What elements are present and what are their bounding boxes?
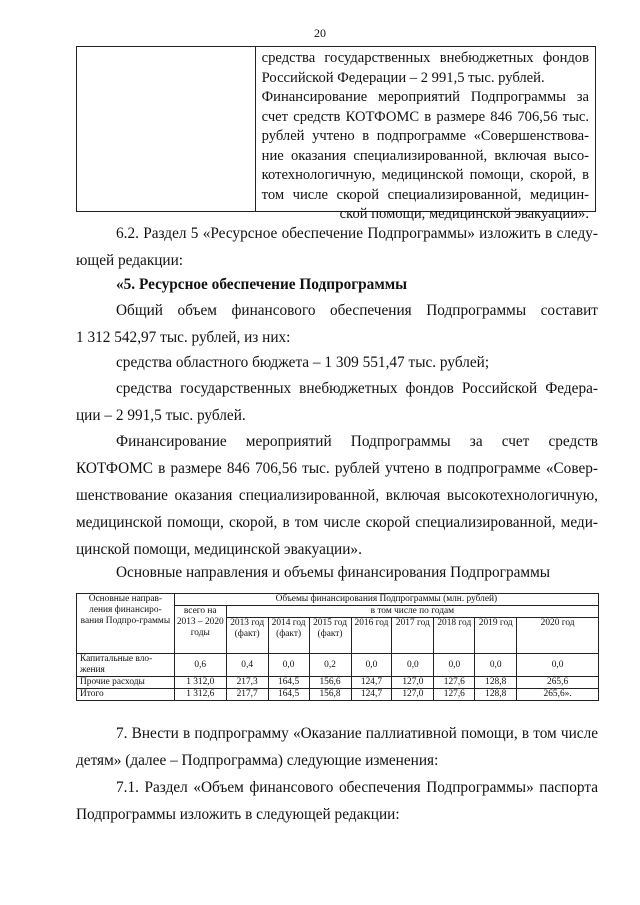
table-cell: 0,2 xyxy=(309,654,351,677)
text-line: 7. Внести в подпрограмму «Оказание паллиативной помощи, в том числе xyxy=(116,725,598,742)
cell-line: счет средств КОТФОМС в размере 846 706,56 тыс. xyxy=(261,108,589,125)
table-cell: 128,8 xyxy=(475,677,517,689)
cell-line: средства государственных внебюджетных фондов xyxy=(261,50,589,66)
text-line: ции – 2 991,5 тыс. рублей. xyxy=(76,407,246,424)
header-year: 2019 год xyxy=(475,618,517,654)
header-year: 2015 год (факт) xyxy=(309,618,351,654)
table-cell: 124,7 xyxy=(351,677,392,689)
table-caption xyxy=(76,559,598,586)
caption-text: Основные направления и объемы финансирования Подпрограммы xyxy=(116,564,551,581)
table-cell: 0,6 xyxy=(174,654,226,677)
heading-text: «5. Ресурсное обеспечение Подпрограммы xyxy=(116,276,408,293)
text-line: цинской помощи, медицинской эвакуации». xyxy=(76,541,362,558)
header-directions: Основные направ-ления финансиро-вания Подпро-граммы xyxy=(77,594,175,654)
text-line: средства областного бюджета – 1 309 551,47 тыс. рублей; xyxy=(116,354,490,371)
text-line: Финансирование мероприятий Подпрограммы за счет средств xyxy=(116,433,598,450)
table-cell: 156,6 xyxy=(309,677,351,689)
header-volumes: Объемы финансирования Подпрограммы (млн. рублей) xyxy=(174,594,598,606)
cell-line: Российской Федерации – 2 991,5 тыс. рублей. xyxy=(261,69,545,86)
table-cell: 265,6 xyxy=(517,677,599,689)
row-label: Капитальные вло-жения xyxy=(77,654,175,677)
table-cell: 127,0 xyxy=(392,677,434,689)
table-cell: 164,5 xyxy=(268,677,309,689)
table-cell: 127,6 xyxy=(434,677,475,689)
table-cell: 0,0 xyxy=(351,654,392,677)
table-row xyxy=(77,654,599,677)
text-line: Подпрограммы изложить в следующей редакции: xyxy=(76,806,400,823)
table-cell: 0,0 xyxy=(392,654,434,677)
paragraph-7 xyxy=(76,720,598,774)
header-year: 2018 год xyxy=(434,618,475,654)
table-cell: 156,8 xyxy=(309,689,351,701)
header-total: всего на 2013 – 2020 годы xyxy=(174,606,226,654)
table-cell: 0,0 xyxy=(434,654,475,677)
table-cell: 1 312,0 xyxy=(174,677,226,689)
text-line: медицинской помощи, скорой, в том числе скорой специализированной, меди- xyxy=(76,514,598,531)
cell-line: том числе скорой специализированной, медицин- xyxy=(261,186,589,203)
table-cell: 124,7 xyxy=(351,689,392,701)
header-year: 2016 год xyxy=(351,618,392,654)
table-row xyxy=(77,677,599,689)
paragraph-7-1 xyxy=(76,774,598,828)
financing-table xyxy=(76,593,599,701)
paragraph-total-volume xyxy=(76,297,598,351)
cell-line: Финансирование мероприятий Подпрограммы за xyxy=(261,89,589,105)
row-label: Итого xyxy=(77,689,175,701)
text-line: шенствование оказания специализированной, включая высокотехнологичную, xyxy=(76,487,598,504)
table-cell: 0,4 xyxy=(226,654,268,677)
table-row xyxy=(77,689,599,701)
table-cell: 265,6». xyxy=(517,689,599,701)
text-line: 1 312 542,97 тыс. рублей, из них: xyxy=(76,329,291,346)
continuation-table-empty-cell xyxy=(77,47,256,211)
cell-line: ской помощи, медицинской эвакуации». xyxy=(339,206,589,222)
text-line: 6.2. Раздел 5 «Ресурсное обеспечение Подпрограммы» изложить в следу- xyxy=(116,225,598,242)
text-line: детям» (далее – Подпрограмма) следующие изменения: xyxy=(76,752,439,769)
text-line: 7.1. Раздел «Объем финансового обеспечения Подпрограммы» паспорта xyxy=(116,779,598,796)
header-year: 2020 год xyxy=(517,618,599,654)
header-year: 2014 год (факт) xyxy=(268,618,309,654)
table-cell: 127,0 xyxy=(392,689,434,701)
header-year: 2013 год (факт) xyxy=(226,618,268,654)
table-cell: 164,5 xyxy=(268,689,309,701)
table-cell: 217,7 xyxy=(226,689,268,701)
table-cell: 128,8 xyxy=(475,689,517,701)
header-year: 2017 год xyxy=(392,618,434,654)
table-cell: 217,3 xyxy=(226,677,268,689)
text-line: Общий объем финансового обеспечения Подпрограммы составит xyxy=(116,302,598,319)
continuation-table xyxy=(76,46,596,222)
text-line: средства государственных внебюджетных фондов Российской Федера- xyxy=(116,380,598,397)
paragraph-kotfoms xyxy=(76,428,598,563)
section-heading xyxy=(76,271,598,298)
header-by-year: в том числе по годам xyxy=(226,606,598,618)
cell-line: рублей учтено в подпрограмме «Совершенствова- xyxy=(261,128,589,144)
table-cell: 1 312,6 xyxy=(174,689,226,701)
paragraph-6-2 xyxy=(76,220,598,274)
paragraph-regional-budget xyxy=(76,349,598,376)
table-cell: 0,0 xyxy=(517,654,599,677)
table-cell: 0,0 xyxy=(475,654,517,677)
text-line: ющей редакции: xyxy=(76,252,184,269)
row-label: Прочие расходы xyxy=(77,677,175,689)
cell-line: ние оказания специализированной, включая высо- xyxy=(261,147,589,164)
continuation-table-text-cell xyxy=(256,47,595,222)
page-number: 20 xyxy=(314,26,326,40)
table-cell: 0,0 xyxy=(268,654,309,677)
text-line: КОТФОМС в размере 846 706,56 тыс. рублей учтено в подпрограмме «Совер- xyxy=(76,460,598,477)
table-cell: 127,6 xyxy=(434,689,475,701)
cell-line: котехнологичную, медицинской помощи, скорой, в xyxy=(261,167,589,183)
paragraph-extrabudget xyxy=(76,375,598,429)
